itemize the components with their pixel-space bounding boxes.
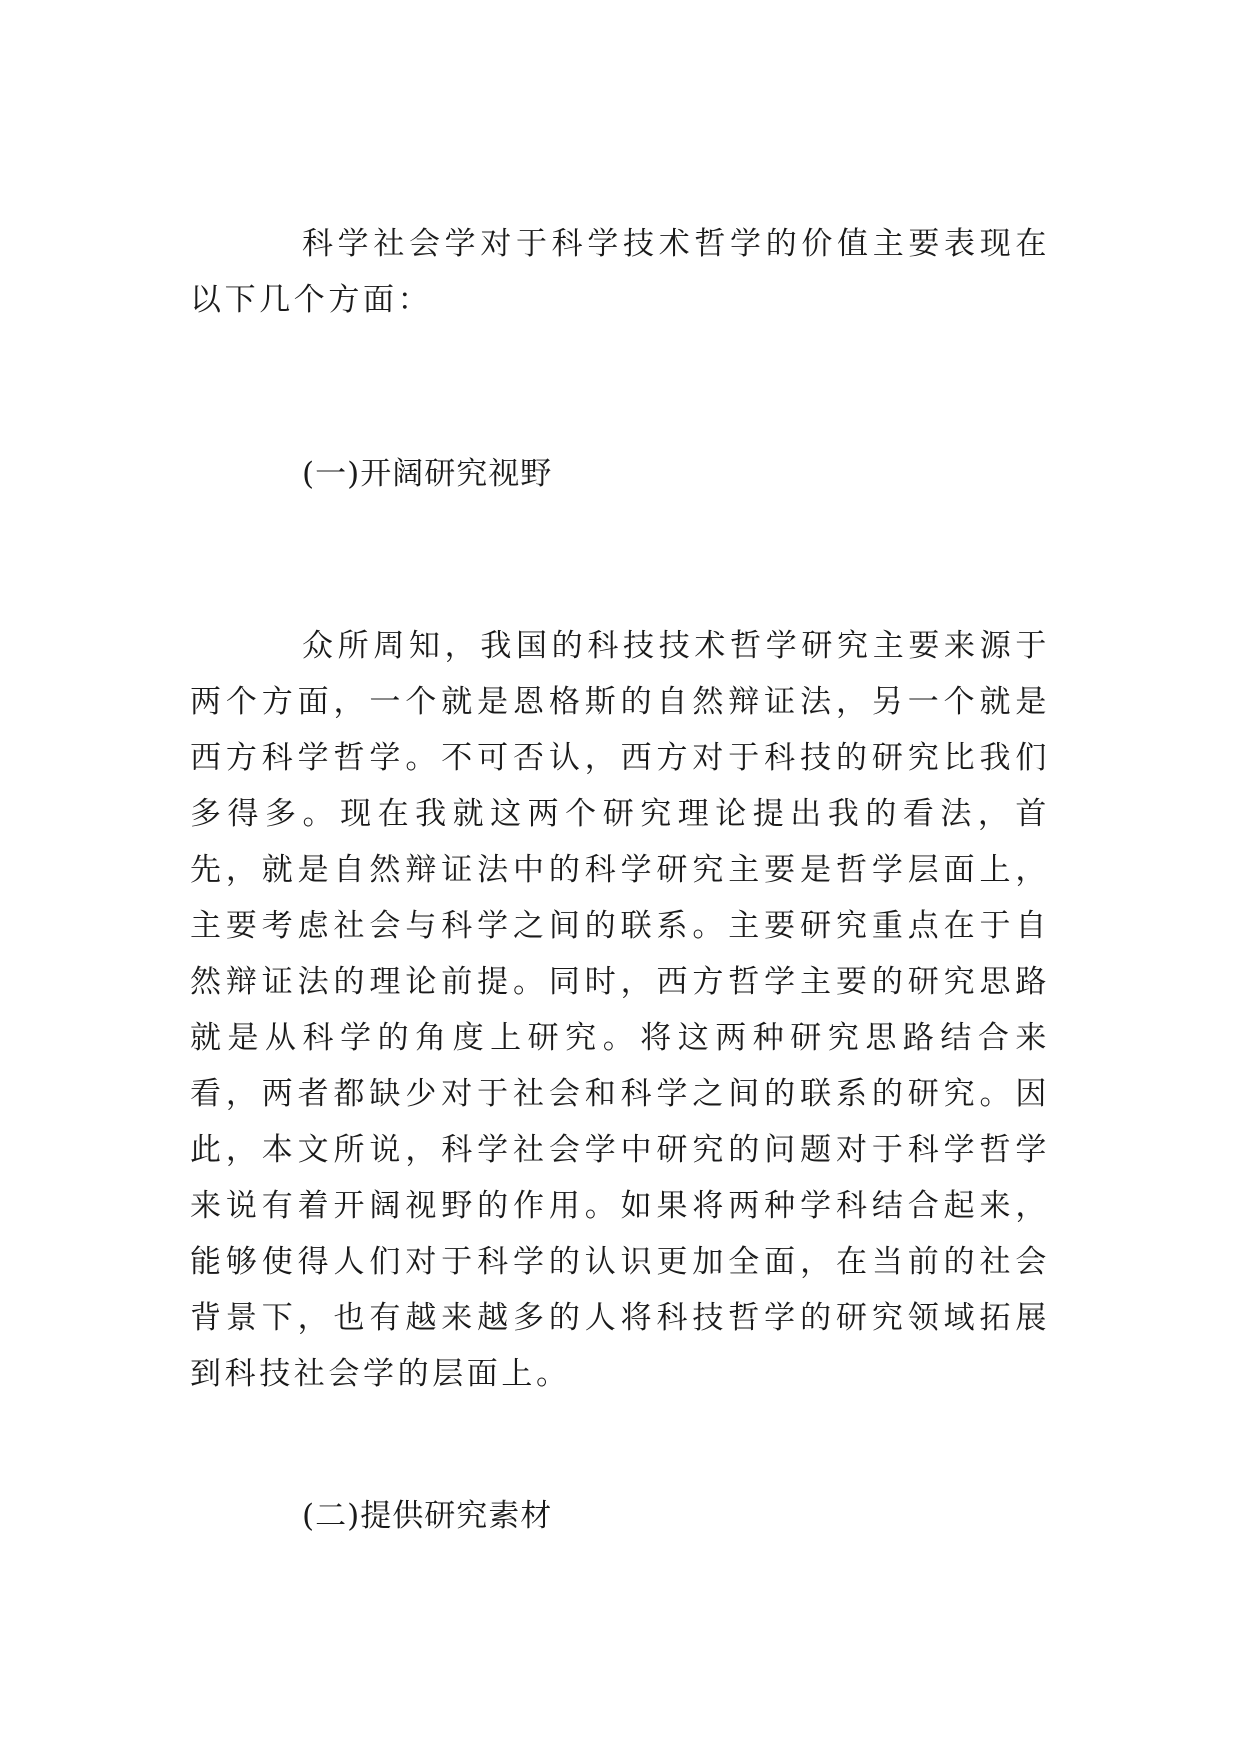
section-1-paragraph: 众所周知，我国的科技技术哲学研究主要来源于两个方面，一个就是恩格斯的自然辩证法，另一个就是西方科学哲学。不可否认，西方对于科技的研究比我们多得多。现在我就这两个研究理论提出我的看法，首先，就是自然辩证法中的科学研究主要是哲学层面上，主要考虑社会与科学之间的联系。主要研究重点在于自然辩证法的理论前提。同时，西方哲学主要的研究思路就是从科学的角度上研究。将这两种研究思路结合来看，两者都缺少对于社会和科学之间的联系的研究。因此，本文所说，科学社会学中研究的问题对于科学哲学来说有着开阔视野的作用。如果将两种学科结合起来，能够使得人们对于科学的认识更加全面，在当前的社会背景下，也有越来越多的人将科技哲学的研究领域拓展到科技社会学的层面上。 <box>190 628 1050 1392</box>
intro-paragraph: 科学社会学对于科学技术哲学的价值主要表现在以下几个方面： <box>190 226 1050 318</box>
section-heading-1: (一)开阔研究视野 <box>302 456 553 492</box>
section-heading-2: (二)提供研究素材 <box>302 1498 553 1534</box>
